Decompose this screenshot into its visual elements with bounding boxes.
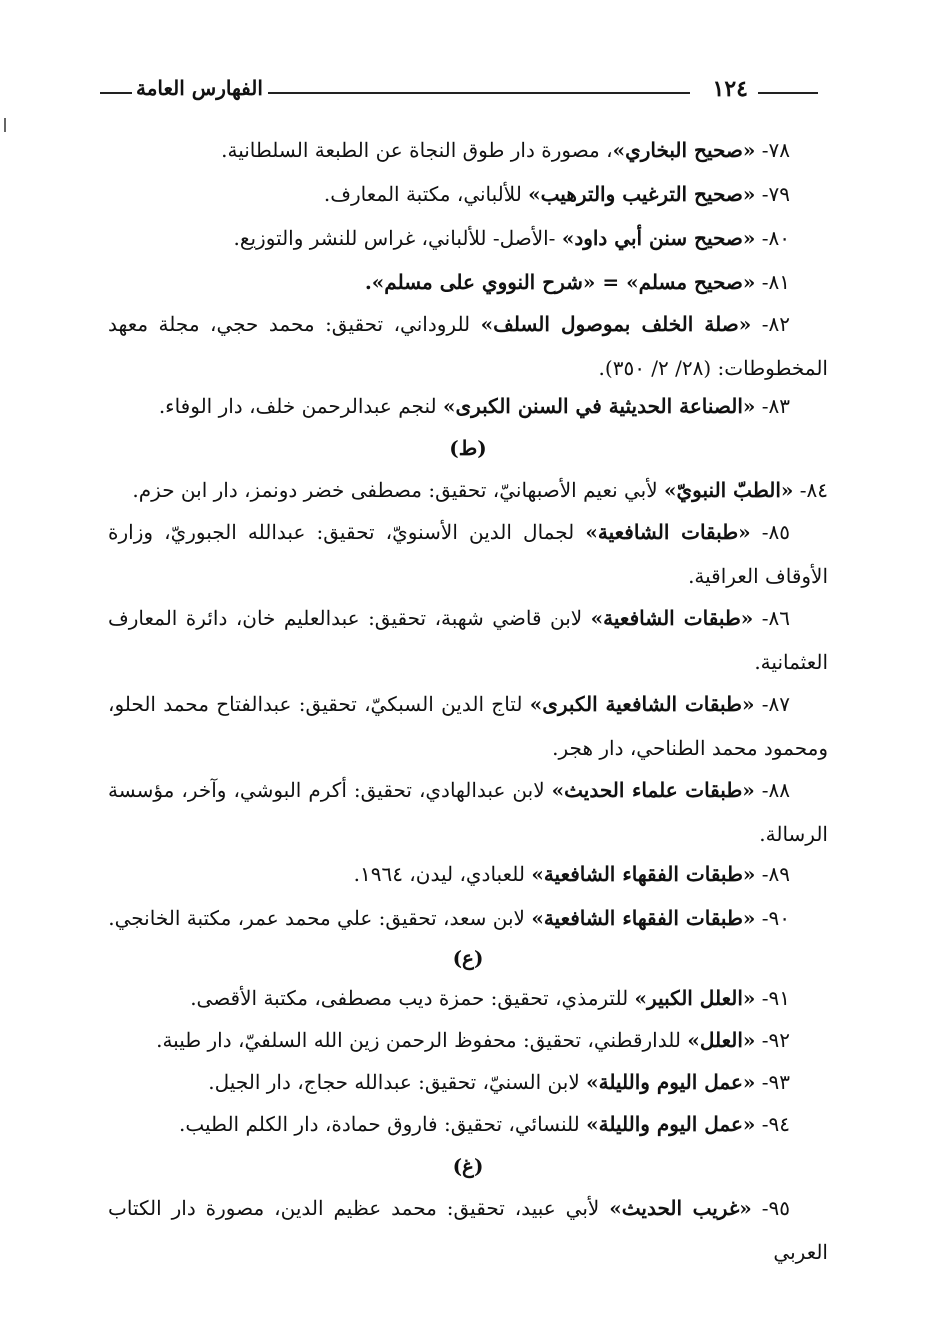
entry-title: «غريب الحديث» — [609, 1196, 752, 1220]
section-heading-ta: (ط) — [449, 436, 487, 460]
entry-91 — [108, 976, 790, 1020]
entry-title: «عمل اليوم والليلة» — [586, 1070, 756, 1094]
entry-89 — [108, 852, 790, 896]
entry-number: ٨٩- — [755, 862, 790, 886]
margin-mark — [4, 118, 6, 132]
entry-title: «طبقات الشافعية» — [585, 520, 751, 544]
entry-93 — [108, 1060, 790, 1104]
entry-number: ٨٥- — [750, 520, 790, 544]
entry-83 — [108, 384, 790, 428]
entry-number: ٨١- — [755, 270, 790, 294]
entry-number: ٩٠- — [755, 906, 790, 930]
entry-title: «طبقات الشافعية الكبرى» — [529, 692, 755, 716]
entry-number: ٩١- — [755, 986, 790, 1010]
entry-title: «طبقات الفقهاء الشافعية» — [531, 906, 756, 930]
entry-87 — [108, 682, 828, 770]
entry-text: للروداني، تحقيق: محمد حجي، مجلة معهد المخطوطات: (٢٨/ ٢/ ٣٥٠). — [108, 312, 828, 380]
page-number: ١٢٤ — [712, 76, 748, 102]
entry-text: لابن سعد، تحقيق: علي محمد عمر، مكتبة الخانجي. — [108, 906, 532, 930]
entry-number: ٨٢- — [751, 312, 790, 336]
entry-title: «صحيح سنن أبي داود» — [561, 226, 756, 250]
header-rule — [268, 92, 690, 94]
entry-92 — [108, 1018, 790, 1062]
entry-title: «طبقات الفقهاء الشافعية» — [531, 862, 756, 886]
entry-text: للترمذي، تحقيق: حمزة ديب مصطفى، مكتبة الأقصى. — [190, 986, 635, 1010]
entry-84 — [108, 468, 828, 512]
entry-78 — [108, 128, 790, 172]
entry-number: ٧٩- — [755, 182, 790, 206]
entry-number: ٨٨- — [754, 778, 790, 802]
entry-number: ٩٣- — [755, 1070, 790, 1094]
section-heading-ain: (ع) — [452, 946, 484, 970]
entry-text: للعبادي، ليدن، ١٩٦٤. — [353, 862, 532, 886]
header-rule-left — [100, 92, 132, 94]
entry-number: ٩٥- — [751, 1196, 790, 1220]
entry-title: «طبقات علماء الحديث» — [551, 778, 755, 802]
entry-text: لابن قاضي شهبة، تحقيق: عبدالعليم خان، دائرة المعارف العثمانية. — [108, 606, 828, 674]
entry-number: ٩٤- — [755, 1112, 790, 1136]
section-heading-ghain: (غ) — [452, 1154, 484, 1178]
entry-title: «طبقات الشافعية» — [590, 606, 754, 630]
entry-title: «صحيح البخاري» — [612, 138, 756, 162]
entry-text: لجمال الدين الأسنويّ، تحقيق: عبدالله الجبوريّ، وزارة الأوقاف العراقية. — [108, 520, 828, 588]
entry-title: «العلل» — [687, 1028, 756, 1052]
entry-text: لابن عبدالهادي، تحقيق: أكرم البوشي، وآخر، مؤسسة الرسالة. — [108, 778, 828, 846]
entry-number: ٨٠- — [755, 226, 790, 250]
entry-text: لأبي نعيم الأصبهانيّ، تحقيق: مصطفى خضر دونمز، دار ابن حزم. — [132, 478, 665, 502]
entry-text: للألباني، مكتبة المعارف. — [323, 182, 529, 206]
entry-text: ، مصورة دار طوق النجاة عن الطبعة السلطانية. — [221, 138, 613, 162]
entry-title: «العلل الكبير» — [634, 986, 756, 1010]
entry-text: للدارقطني، تحقيق: محفوظ الرحمن زين الله السلفيّ، دار طيبة. — [156, 1028, 688, 1052]
entry-85 — [108, 510, 828, 598]
entry-title: «عمل اليوم والليلة» — [586, 1112, 756, 1136]
entry-text: لنجم عبدالرحمن خلف، دار الوفاء. — [158, 394, 443, 418]
entry-title: «الطبّ النبويّ» — [664, 478, 794, 502]
entry-79 — [108, 172, 790, 216]
entry-text: للنسائي، تحقيق: فاروق حمادة، دار الكلم الطيب. — [179, 1112, 587, 1136]
entry-number: ٨٣- — [755, 394, 790, 418]
entry-title: «صحيح الترغيب والترهيب» — [528, 182, 756, 206]
entry-number: ٧٨- — [755, 138, 790, 162]
entry-90 — [108, 896, 790, 940]
entry-text: لتاج الدين السبكيّ، تحقيق: عبدالفتاح محمد الحلو، ومحمود محمد الطناحي، دار هجر. — [108, 692, 828, 760]
entry-title: «الصناعة الحديثية في السنن الكبرى» — [442, 394, 756, 418]
running-header — [100, 74, 818, 108]
entry-88 — [108, 768, 828, 856]
header-title: الفهارس العامة — [136, 76, 263, 100]
entry-text: -الأصل- للألباني، غراس للنشر والتوزيع. — [233, 226, 562, 250]
entry-number: ٨٧- — [754, 692, 791, 716]
entry-number: ٨٦- — [753, 606, 791, 630]
entry-81 — [108, 260, 790, 304]
entry-title: «صحيح مسلم» = «شرح النووي على مسلم». — [364, 270, 756, 294]
entry-86 — [108, 596, 828, 684]
entry-82 — [108, 302, 828, 390]
entry-95 — [108, 1186, 828, 1274]
entry-text: لأبي عبيد، تحقيق: محمد عظيم الدين، مصورة دار الكتاب العربي — [108, 1196, 828, 1264]
entry-80 — [108, 216, 790, 260]
entry-number: ٨٤- — [793, 478, 828, 502]
entry-title: «صلة الخلف بموصول السلف» — [480, 312, 752, 336]
entry-94 — [108, 1102, 790, 1146]
entry-text: لابن السنيّ، تحقيق: عبدالله حجاج، دار الجيل. — [208, 1070, 587, 1094]
header-rule-right — [758, 92, 818, 94]
entry-number: ٩٢- — [755, 1028, 790, 1052]
